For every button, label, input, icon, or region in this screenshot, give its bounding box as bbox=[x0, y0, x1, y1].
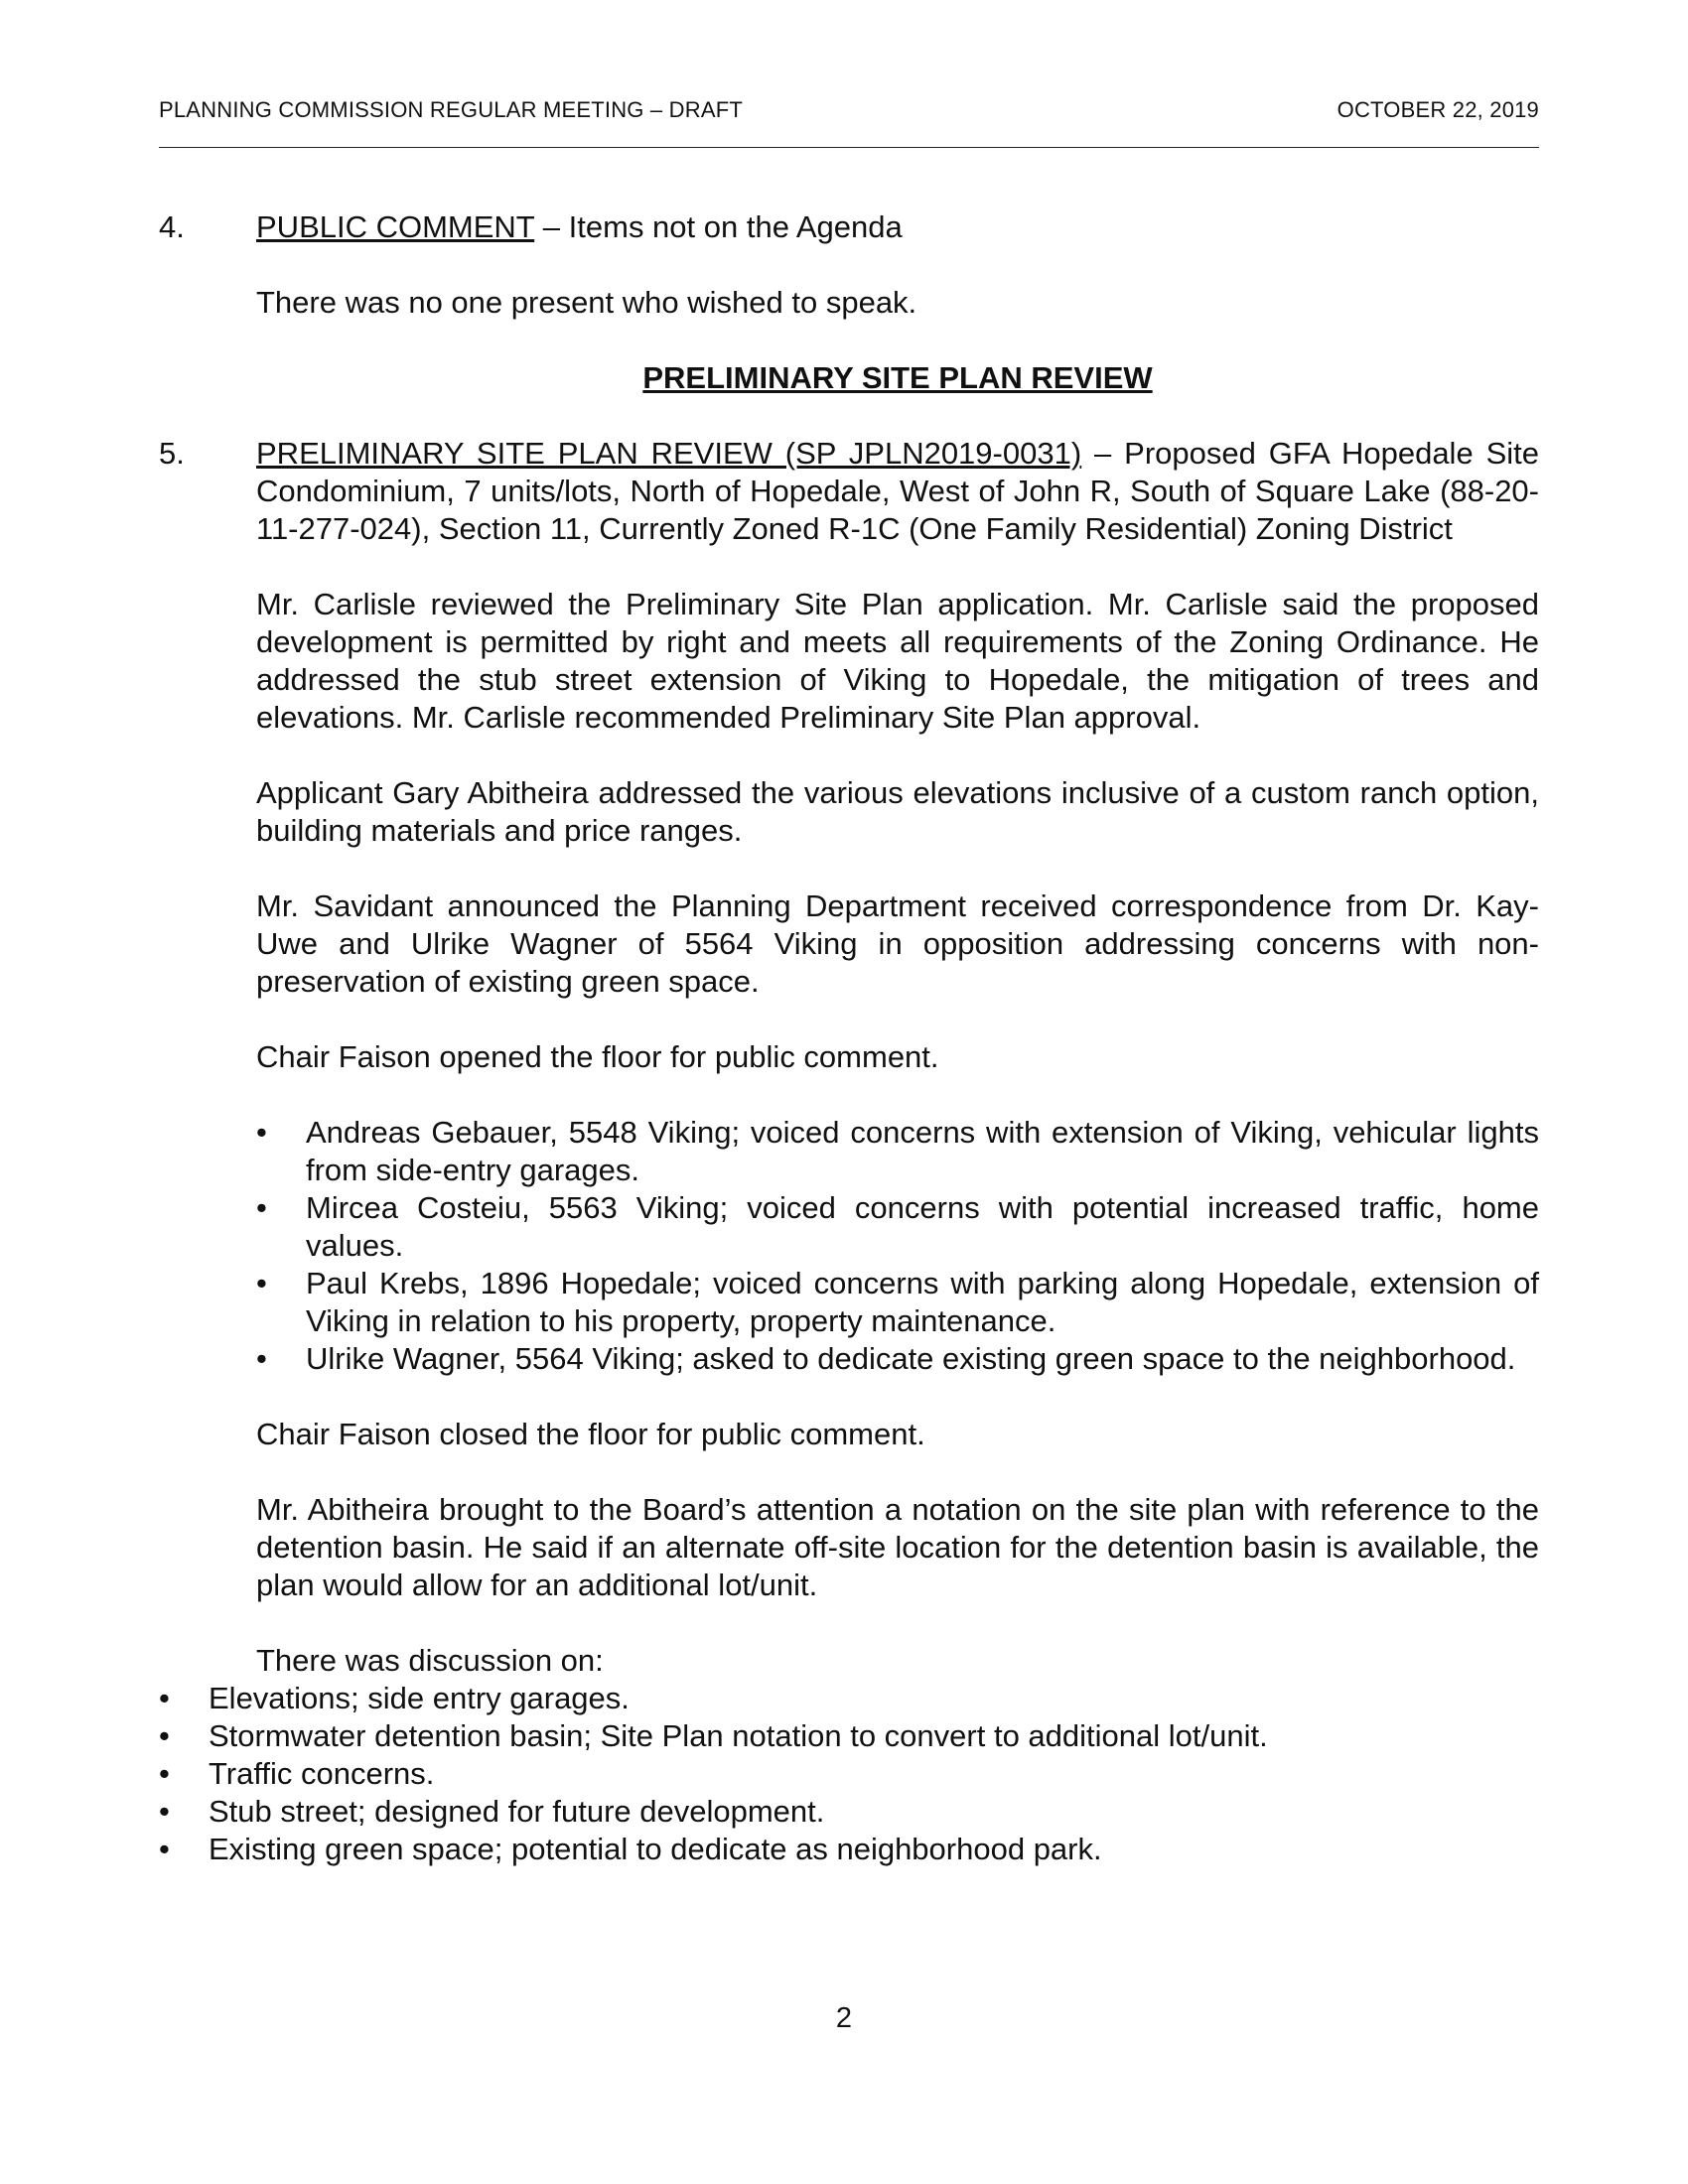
bullet-icon: • bbox=[159, 1832, 170, 1866]
item-number: 5. bbox=[159, 436, 185, 471]
public-comment-list bbox=[256, 1114, 1539, 1378]
item-paragraph: Chair Faison closed the floor for public comment. bbox=[256, 1417, 925, 1451]
item-title-suffix: – Items not on the Agenda bbox=[534, 209, 903, 244]
header-date: OCTOBER 22, 2019 bbox=[1336, 97, 1539, 122]
item-paragraph: There was no one present who wished to speak. bbox=[256, 285, 917, 320]
item-number: 4. bbox=[159, 209, 185, 244]
list-item bbox=[256, 1340, 1539, 1378]
list-item-text: Paul Krebs, 1896 Hopedale; voiced concerns with parking along Hopedale, extension of Viking in relation to his property, property maintenance. bbox=[306, 1266, 1539, 1338]
list-item-text: Existing green space; potential to dedicate as neighborhood park. bbox=[209, 1832, 1102, 1866]
list-item-text: Stub street; designed for future development. bbox=[209, 1794, 825, 1829]
bullet-icon: • bbox=[256, 1266, 267, 1300]
agenda-item-4 bbox=[159, 208, 1539, 322]
list-item-text: Andreas Gebauer, 5548 Viking; voiced concerns with extension of Viking, vehicular lights from side-entry garages. bbox=[306, 1115, 1539, 1187]
item-title: PUBLIC COMMENT bbox=[256, 209, 535, 244]
list-item bbox=[256, 1189, 1539, 1265]
list-item-text: Ulrike Wagner, 5564 Viking; asked to dedicate existing green space to the neighborhood. bbox=[306, 1341, 1516, 1376]
page-number: 2 bbox=[835, 2002, 853, 2034]
list-item bbox=[159, 1831, 1539, 1868]
list-item-text: Traffic concerns. bbox=[209, 1756, 435, 1791]
item-title: PRELIMINARY SITE PLAN REVIEW (SP JPLN2019-0031) bbox=[256, 436, 1082, 471]
section-heading: PRELIMINARY SITE PLAN REVIEW bbox=[642, 360, 1153, 395]
list-item bbox=[159, 1755, 1539, 1793]
item-paragraph: Mr. Savidant announced the Planning Department received correspondence from Dr. Kay-Uwe and Ulrike Wagner of 5564 Viking in opposition addressing concerns with non-preservation of existing green space. bbox=[256, 888, 1539, 999]
discussion-list bbox=[159, 1680, 1539, 1868]
list-item bbox=[159, 1793, 1539, 1831]
list-item-text: Elevations; side entry garages. bbox=[209, 1681, 630, 1715]
item-paragraph: Mr. Abitheira brought to the Board’s attention a notation on the site plan with reference to the detention basin. He said if an alternate off-site location for the detention basin is available, the plan would allow for an additional lot/unit. bbox=[256, 1492, 1539, 1602]
list-item-text: Stormwater detention basin; Site Plan notation to convert to additional lot/unit. bbox=[209, 1718, 1268, 1753]
bullet-icon: • bbox=[159, 1718, 170, 1753]
list-item bbox=[256, 1265, 1539, 1340]
item-paragraph: Chair Faison opened the floor for public comment. bbox=[256, 1039, 939, 1074]
item-title-line bbox=[256, 435, 1539, 548]
item-paragraph: Mr. Carlisle reviewed the Preliminary Site Plan application. Mr. Carlisle said the proposed development is permitted by right and meets all requirements of the Zoning Ordinance. He addressed the stub street extension of Viking to Hopedale, the mitigation of trees and elevations. Mr. Carlisle recommended Preliminary Site Plan approval. bbox=[256, 587, 1539, 735]
list-item bbox=[256, 1114, 1539, 1189]
bullet-icon: • bbox=[256, 1115, 267, 1150]
bullet-icon: • bbox=[159, 1681, 170, 1715]
item-title-line bbox=[256, 208, 1539, 246]
item-paragraph: There was discussion on: bbox=[256, 1643, 604, 1678]
list-item bbox=[159, 1717, 1539, 1755]
item-paragraph: Applicant Gary Abitheira addressed the various elevations inclusive of a custom ranch option, building materials and price ranges. bbox=[256, 775, 1539, 848]
bullet-icon: • bbox=[256, 1341, 267, 1376]
bullet-icon: • bbox=[159, 1794, 170, 1829]
list-item bbox=[159, 1680, 1539, 1717]
minutes-body bbox=[159, 208, 1539, 1868]
header-divider bbox=[159, 147, 1539, 148]
item-title-suffix: – Proposed GFA Hopedale Site Condominium, 7 units/lots, North of Hopedale, West of John R, South of Square Lake (88-20-11-277-024), Section 11, Currently Zoned R-1C (One Family Residential) Zoning District bbox=[256, 436, 1539, 546]
agenda-item-5 bbox=[159, 435, 1539, 1680]
header-meeting-title: PLANNING COMMISSION REGULAR MEETING – DRAFT bbox=[159, 97, 744, 122]
bullet-icon: • bbox=[256, 1190, 267, 1225]
bullet-icon: • bbox=[159, 1756, 170, 1791]
list-item-text: Mircea Costeiu, 5563 Viking; voiced concerns with potential increased traffic, home values. bbox=[306, 1190, 1539, 1263]
